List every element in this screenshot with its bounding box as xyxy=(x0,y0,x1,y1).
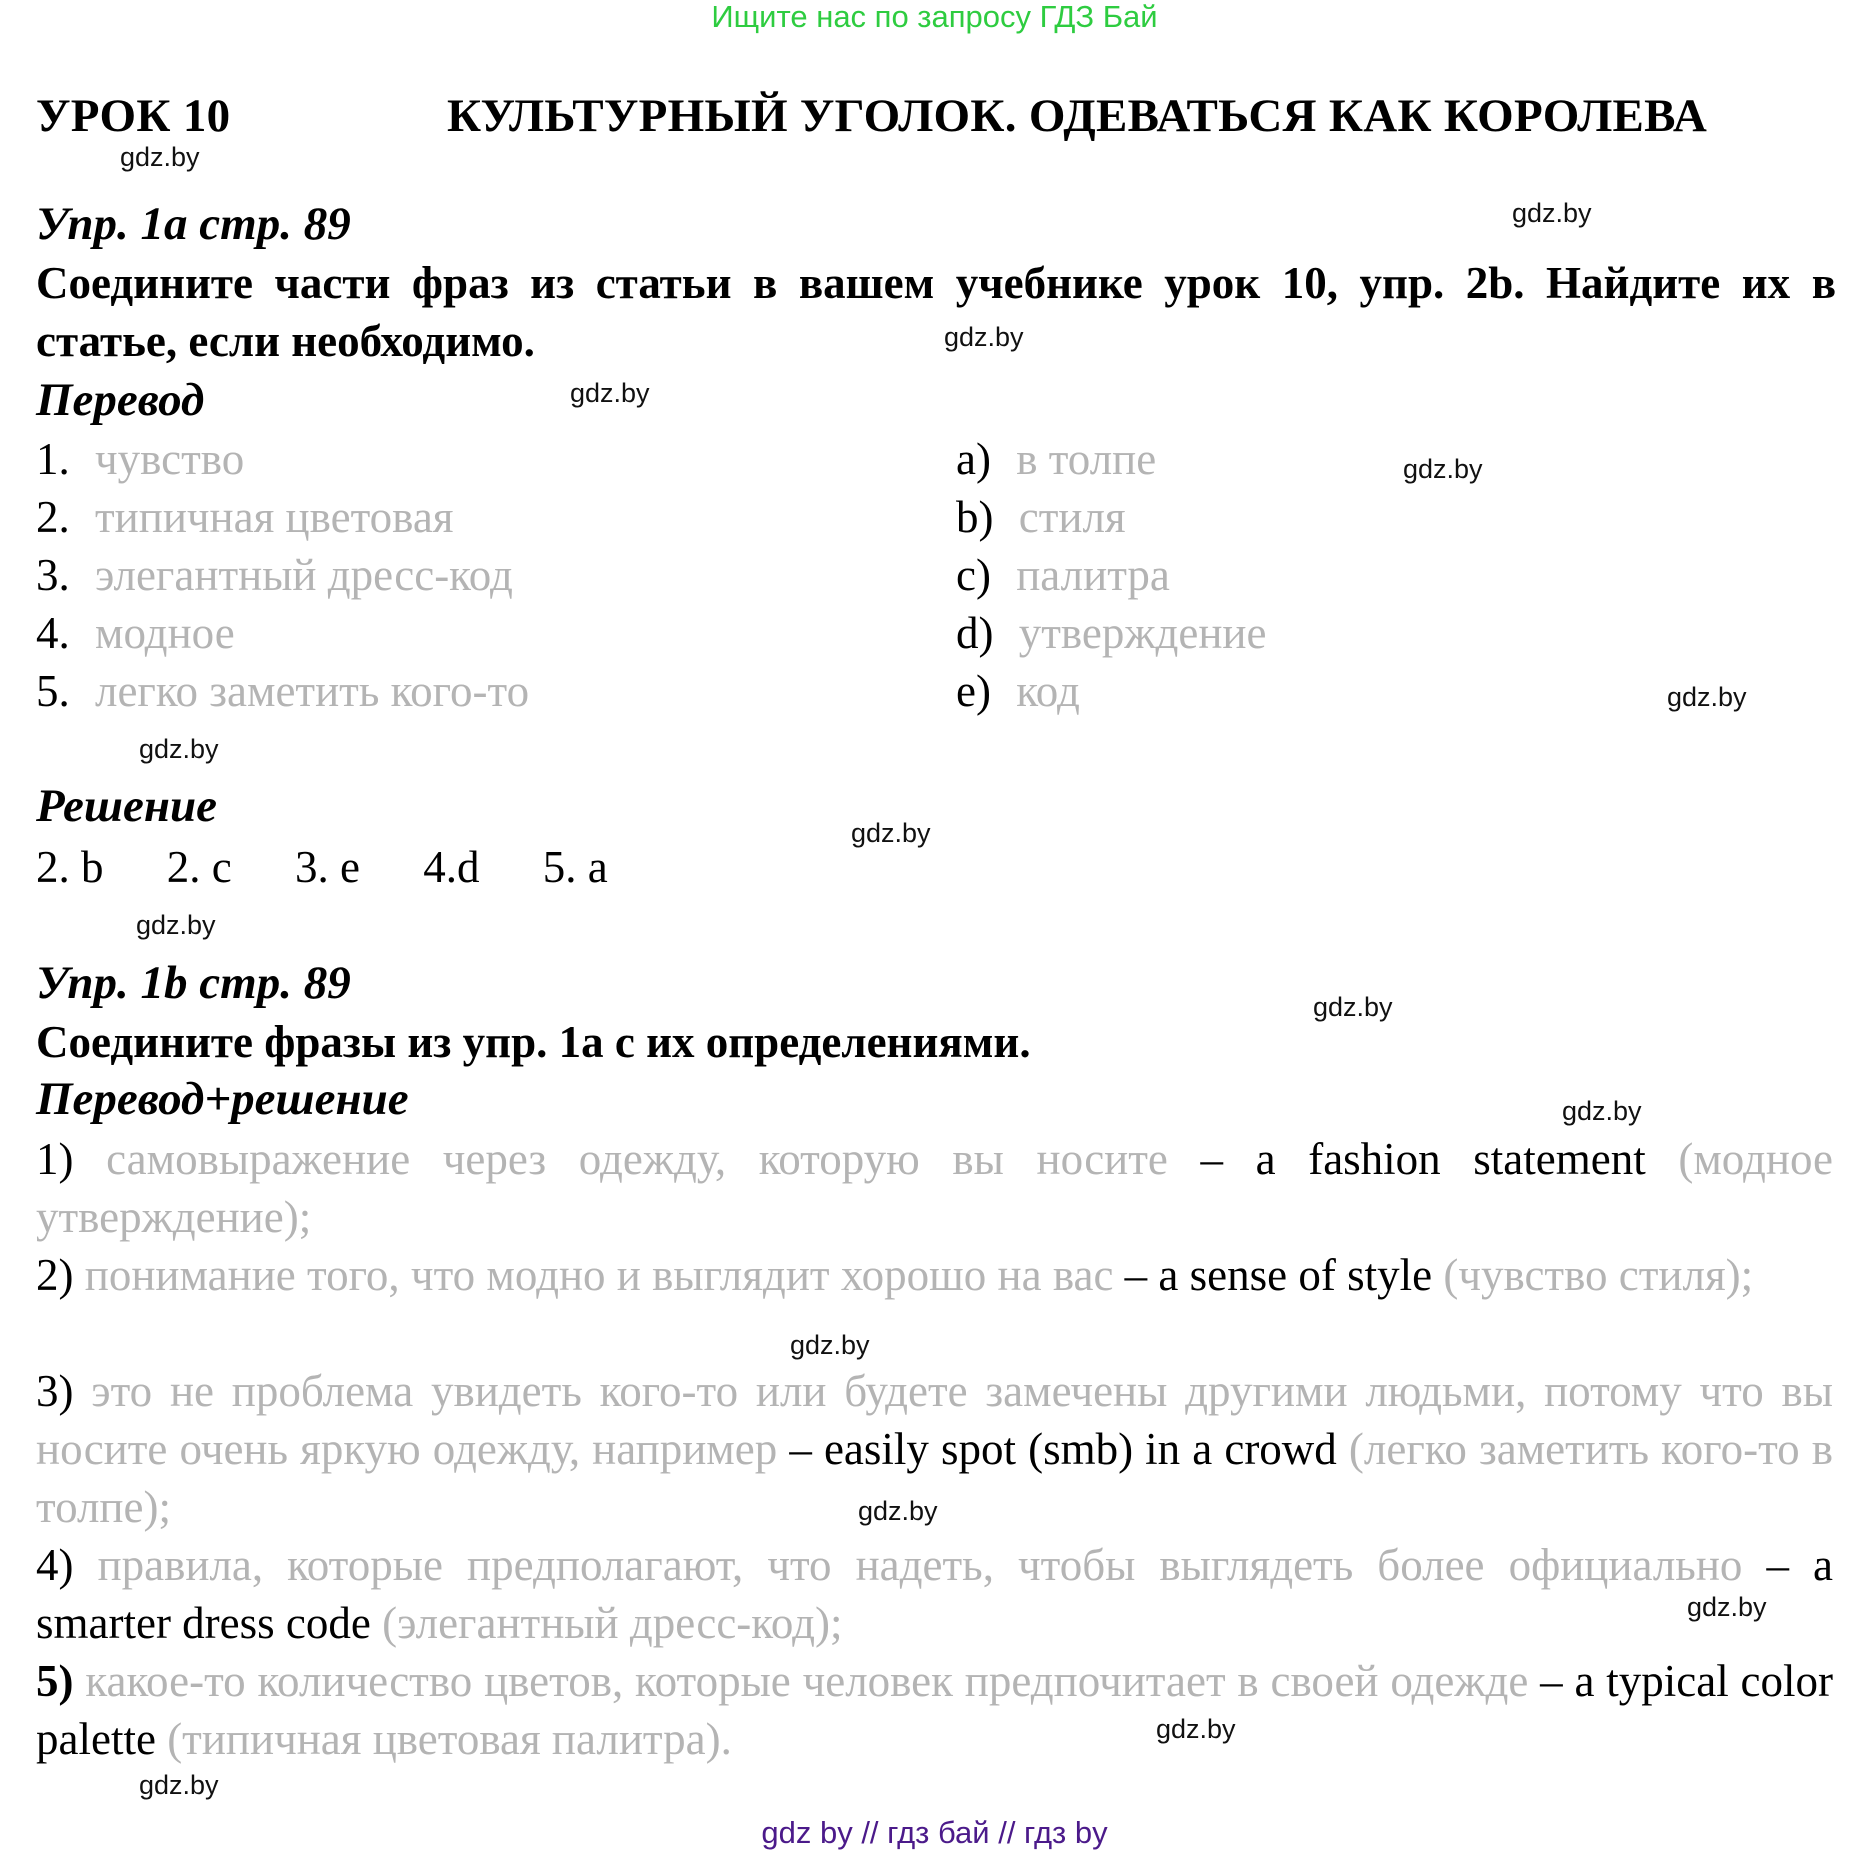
list-item xyxy=(956,546,1170,604)
english-phrase: a sense of style xyxy=(1158,1250,1433,1300)
item-text: в толпе xyxy=(1016,434,1157,484)
watermark: gdz.by xyxy=(139,734,219,764)
definition-item xyxy=(36,1652,1833,1768)
translation-solution-label: Перевод+решение xyxy=(36,1073,409,1125)
item-letter: c) xyxy=(956,550,991,600)
item-text: палитра xyxy=(1016,550,1170,600)
list-item xyxy=(956,488,1126,546)
watermark: gdz.by xyxy=(790,1330,870,1360)
watermark: gdz.by xyxy=(858,1496,938,1526)
watermark: gdz.by xyxy=(1156,1714,1236,1744)
list-item xyxy=(36,488,453,546)
definition: какое-то количество цветов, которые человек предпочитает в своей одежде xyxy=(85,1656,1529,1706)
item-number: 1. xyxy=(36,434,70,484)
answer: 2. c xyxy=(166,842,232,892)
item-number: 2. xyxy=(36,492,70,542)
dash: – xyxy=(1742,1540,1814,1590)
watermark: gdz.by xyxy=(851,818,931,848)
item-letter: b) xyxy=(956,492,994,542)
item-text: чувство xyxy=(95,434,245,484)
watermark: gdz.by xyxy=(120,142,200,172)
watermark: gdz.by xyxy=(139,1770,219,1800)
list-item xyxy=(36,546,513,604)
dash: – xyxy=(777,1424,824,1474)
watermark: gdz.by xyxy=(570,378,650,408)
item-letter: d) xyxy=(956,608,994,658)
item-text: модное xyxy=(95,608,235,658)
english-phrase: a fashion statement xyxy=(1255,1134,1646,1184)
item-text: элегантный дресс-код xyxy=(95,550,513,600)
english-phrase: a smarter dress code xyxy=(36,1540,1834,1648)
watermark: gdz.by xyxy=(1562,1096,1642,1126)
item-number: 4. xyxy=(36,608,70,658)
definition-item xyxy=(36,1130,1833,1246)
definition: это не проблема увидеть кого-то или будете замечены другими людьми, потому что вы носите очень яркую одежду, например xyxy=(36,1366,1834,1474)
item-number: 3) xyxy=(36,1366,74,1416)
search-banner: Ищите нас по запросу ГДЗ Бай xyxy=(711,0,1158,34)
translation: (типичная цветовая палитра). xyxy=(155,1714,732,1764)
item-text: утверждение xyxy=(1018,608,1267,658)
item-letter: a) xyxy=(956,434,991,484)
lesson-number: УРОК 10 xyxy=(36,90,231,142)
item-letter: e) xyxy=(956,666,991,716)
definition: правила, которые предполагают, что надеть, чтобы выглядеть более официально xyxy=(97,1540,1743,1590)
watermark: gdz.by xyxy=(1667,682,1747,712)
watermark: gdz.by xyxy=(944,322,1024,352)
list-item xyxy=(956,604,1266,662)
lesson-title: КУЛЬТУРНЫЙ УГОЛОК. ОДЕВАТЬСЯ КАК КОРОЛЕВА xyxy=(447,90,1708,142)
translation: (элегантный дресс-код); xyxy=(370,1598,843,1648)
definition-item xyxy=(36,1246,1833,1304)
english-phrase: easily spot (smb) in a crowd xyxy=(823,1424,1337,1474)
item-number: 2) xyxy=(36,1250,74,1300)
english-phrase: a typical color palette xyxy=(36,1656,1834,1764)
definition: самовыражение через одежду, которую вы носите xyxy=(106,1134,1168,1184)
translation-label: Перевод xyxy=(36,374,205,426)
item-text: типичная цветовая xyxy=(95,492,454,542)
solution-label: Решение xyxy=(36,780,217,832)
answer: 3. e xyxy=(294,842,360,892)
watermark: gdz.by xyxy=(1313,992,1393,1022)
exercise-1a-heading: Упр. 1a стр. 89 xyxy=(36,198,351,250)
translation: (модное утверждение); xyxy=(36,1134,1834,1242)
answer: 2. b xyxy=(36,842,104,892)
exercise-1b-heading: Упр. 1b стр. 89 xyxy=(36,957,351,1009)
definition-item xyxy=(36,1362,1833,1536)
item-number: 4) xyxy=(36,1540,74,1590)
item-text: стиля xyxy=(1018,492,1126,542)
item-number: 5. xyxy=(36,666,70,716)
list-item xyxy=(36,662,529,720)
item-number: 1) xyxy=(36,1134,74,1184)
item-text: код xyxy=(1016,666,1080,716)
answer: 5. a xyxy=(542,842,608,892)
dash: – xyxy=(1528,1656,1575,1706)
item-number: 5) xyxy=(36,1656,74,1706)
list-item xyxy=(36,430,244,488)
definition-item xyxy=(36,1536,1833,1652)
exercise-1a-task: Соедините части фраз из статьи в вашем учебнике урок 10, упр. 2b. Найдите их в статье, если необходимо. xyxy=(36,258,1836,366)
answer: 4.d xyxy=(423,842,480,892)
dash: – xyxy=(1167,1134,1256,1184)
item-number: 3. xyxy=(36,550,70,600)
item-text: легко заметить кого-то xyxy=(95,666,530,716)
answers-line xyxy=(36,838,660,896)
watermark: gdz.by xyxy=(1403,454,1483,484)
watermark: gdz.by xyxy=(136,910,216,940)
translation: (чувство стиля); xyxy=(1432,1250,1754,1300)
watermark: gdz.by xyxy=(1512,198,1592,228)
exercise-1b-task: Соедините фразы из упр. 1а с их определениями. xyxy=(36,1017,1031,1067)
list-item xyxy=(956,662,1080,720)
footer-links: gdz by // гдз бай // гдз by xyxy=(761,1815,1108,1850)
list-item xyxy=(956,430,1156,488)
list-item xyxy=(36,604,235,662)
dash: – xyxy=(1113,1250,1159,1300)
watermark: gdz.by xyxy=(1687,1592,1767,1622)
definition: понимание того, что модно и выглядит хорошо на вас xyxy=(84,1250,1114,1300)
translation: (легко заметить кого-то в толпе); xyxy=(36,1424,1833,1532)
